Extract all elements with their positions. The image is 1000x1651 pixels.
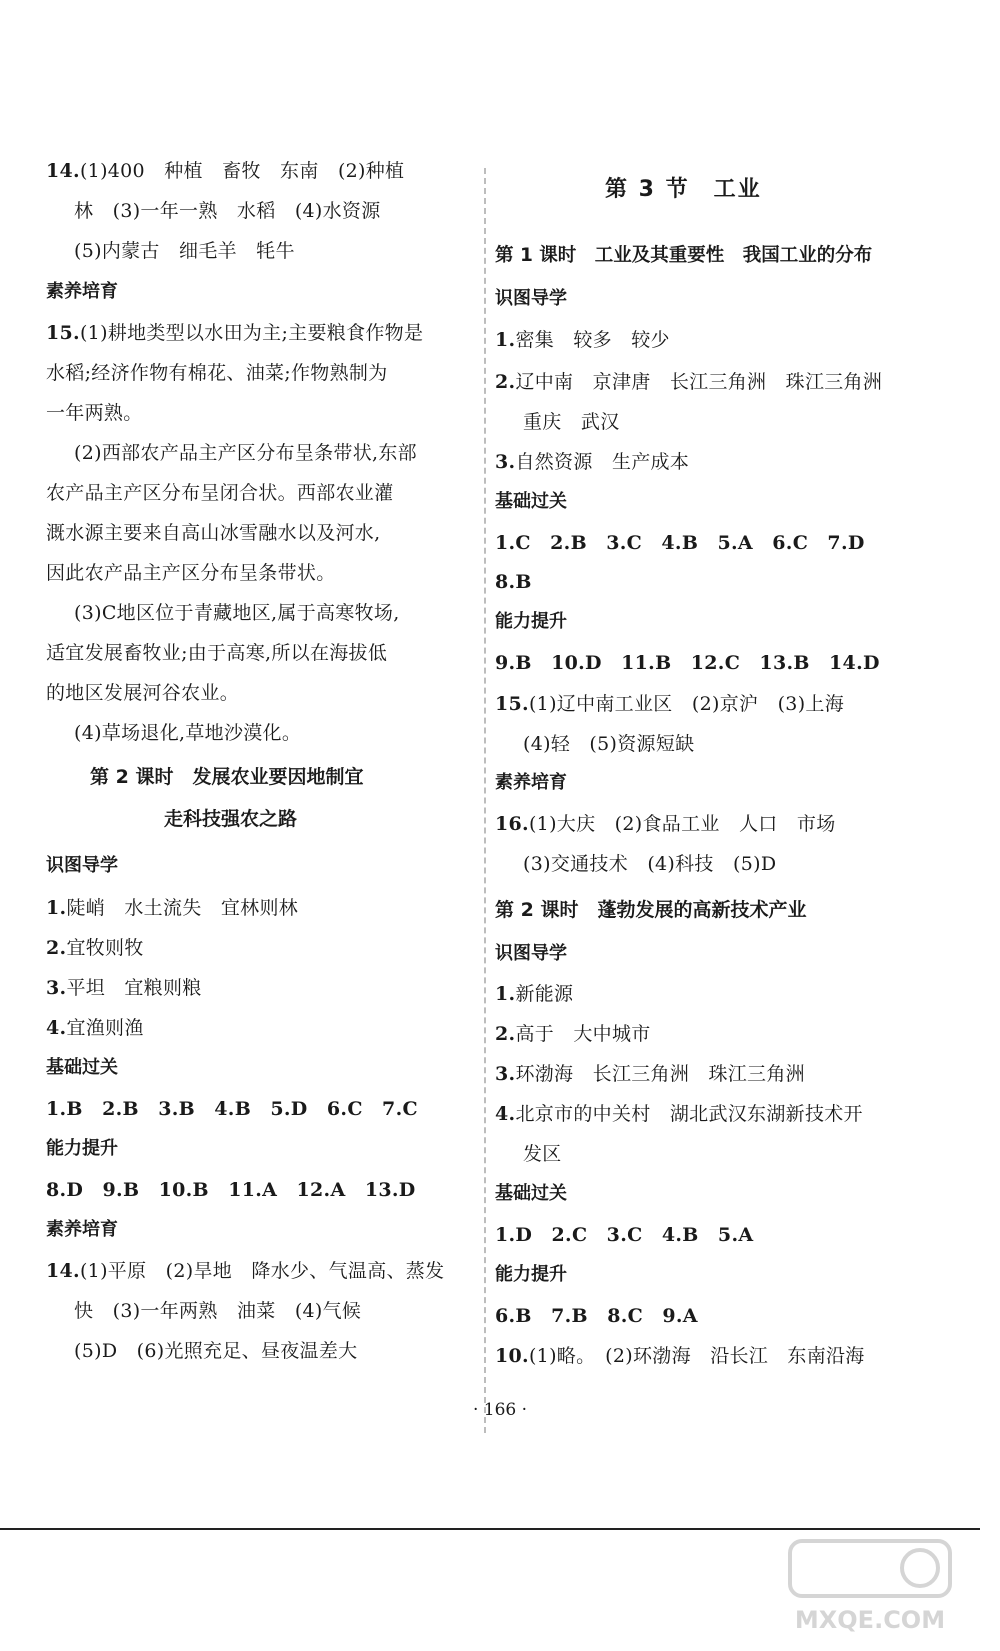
section-heading: 能力提升: [495, 611, 567, 632]
section-heading: 能力提升: [46, 1138, 118, 1159]
answer-line: 4.北京市的中关村 湖北武汉东湖新技术开: [495, 1103, 863, 1125]
answer-line: 快 (3)一年两熟 油菜 (4)气候: [74, 1300, 362, 1322]
answer-line: 1.密集 较多 较少: [495, 329, 670, 351]
answer-line: 林 (3)一年一熟 水稻 (4)水资源: [74, 200, 381, 222]
answer-line: 重庆 武汉: [523, 411, 620, 433]
lesson-title: 走科技强农之路: [164, 808, 298, 830]
answer-line: 1.C 2.B 3.C 4.B 5.A 6.C 7.D: [495, 532, 865, 554]
answer-line: 8.B: [495, 571, 532, 593]
section-heading: 识图导学: [46, 855, 118, 876]
lesson-title: 第 1 课时 工业及其重要性 我国工业的分布: [495, 245, 873, 266]
answer-line: 溉水源主要来自高山冰雪融水以及河水,: [46, 522, 381, 544]
watermark-text: MXQE.COM: [794, 1606, 946, 1634]
answer-line: 4.宜渔则渔: [46, 1017, 144, 1039]
answer-line: 6.B 7.B 8.C 9.A: [495, 1305, 698, 1327]
section-title: 第 3 节 工业: [605, 177, 762, 202]
bottom-rule: [0, 1528, 980, 1530]
answer-line: (5)D (6)光照充足、昼夜温差大: [74, 1340, 358, 1362]
section-heading: 基础过关: [495, 491, 567, 512]
answer-line: 9.B 10.D 11.B 12.C 13.B 14.D: [495, 652, 880, 674]
answer-line: 水稻;经济作物有棉花、油菜;作物熟制为: [46, 362, 388, 384]
question-number: 10.: [495, 1345, 529, 1367]
answer-line: 的地区发展河谷农业。: [46, 682, 240, 704]
answer-line: 1.陡峭 水土流失 宜林则林: [46, 897, 299, 919]
answer-line: 2.辽中南 京津唐 长江三角洲 珠江三角洲: [495, 371, 883, 393]
answer-line: 14.(1)平原 (2)旱地 降水少、气温高、蒸发: [46, 1260, 445, 1282]
section-heading: 素养培育: [46, 281, 118, 302]
lesson-title: 第 2 课时 蓬勃发展的高新技术产业: [495, 899, 807, 921]
answer-line: (3)交通技术 (4)科技 (5)D: [523, 853, 777, 875]
watermark-logo: [770, 1533, 970, 1643]
answer-line: 因此农产品主产区分布呈条带状。: [46, 562, 336, 584]
question-number: 16.: [495, 813, 529, 835]
answer-line: (4)轻 (5)资源短缺: [523, 733, 695, 755]
page-number: · 166 ·: [472, 1400, 528, 1420]
section-heading: 识图导学: [495, 288, 567, 309]
answer-line: 14.(1)400 种植 畜牧 东南 (2)种植: [46, 160, 405, 182]
column-divider: [484, 168, 486, 1433]
lesson-title: 第 2 课时 发展农业要因地制宜: [90, 766, 364, 788]
answer-line: 15.(1)耕地类型以水田为主;主要粮食作物是: [46, 322, 424, 344]
answer-line: 1.D 2.C 3.C 4.B 5.A: [495, 1224, 754, 1246]
answer-line: 农产品主产区分布呈闭合状。西部农业灌: [46, 482, 394, 504]
answer-line: 10.(1)略。 (2)环渤海 沿长江 东南沿海: [495, 1345, 865, 1367]
answer-line: 2.高于 大中城市: [495, 1023, 651, 1045]
section-heading: 素养培育: [495, 772, 567, 793]
answer-line: (3)C地区位于青藏地区,属于高寒牧场,: [74, 602, 400, 624]
answer-line: 16.(1)大庆 (2)食品工业 人口 市场: [495, 813, 836, 835]
answer-line: 3.环渤海 长江三角洲 珠江三角洲: [495, 1063, 805, 1085]
question-number: 14.: [46, 1260, 80, 1282]
answer-line: 15.(1)辽中南工业区 (2)京沪 (3)上海: [495, 693, 845, 715]
section-heading: 能力提升: [495, 1264, 567, 1285]
section-heading: 基础过关: [495, 1183, 567, 1204]
answer-line: 1.新能源: [495, 983, 574, 1005]
answer-line: 发区: [523, 1143, 562, 1165]
answer-line: 一年两熟。: [46, 402, 143, 424]
section-heading: 素养培育: [46, 1219, 118, 1240]
question-number: 15.: [46, 322, 80, 344]
answer-line: (4)草场退化,草地沙漠化。: [74, 722, 302, 744]
answer-line: 2.宜牧则牧: [46, 937, 144, 959]
answer-line: 3.平坦 宜粮则粮: [46, 977, 202, 999]
answer-line: 8.D 9.B 10.B 11.A 12.A 13.D: [46, 1179, 416, 1201]
question-number: 15.: [495, 693, 529, 715]
answer-line: 3.自然资源 生产成本: [495, 451, 690, 473]
answer-line: 1.B 2.B 3.B 4.B 5.D 6.C 7.C: [46, 1098, 418, 1120]
answer-line: (2)西部农产品主产区分布呈条带状,东部: [74, 442, 417, 464]
section-heading: 基础过关: [46, 1057, 118, 1078]
answer-line: 适宜发展畜牧业;由于高寒,所以在海拔低: [46, 642, 388, 664]
answer-line: (5)内蒙古 细毛羊 牦牛: [74, 240, 295, 262]
section-heading: 识图导学: [495, 943, 567, 964]
question-number: 14.: [46, 160, 80, 182]
